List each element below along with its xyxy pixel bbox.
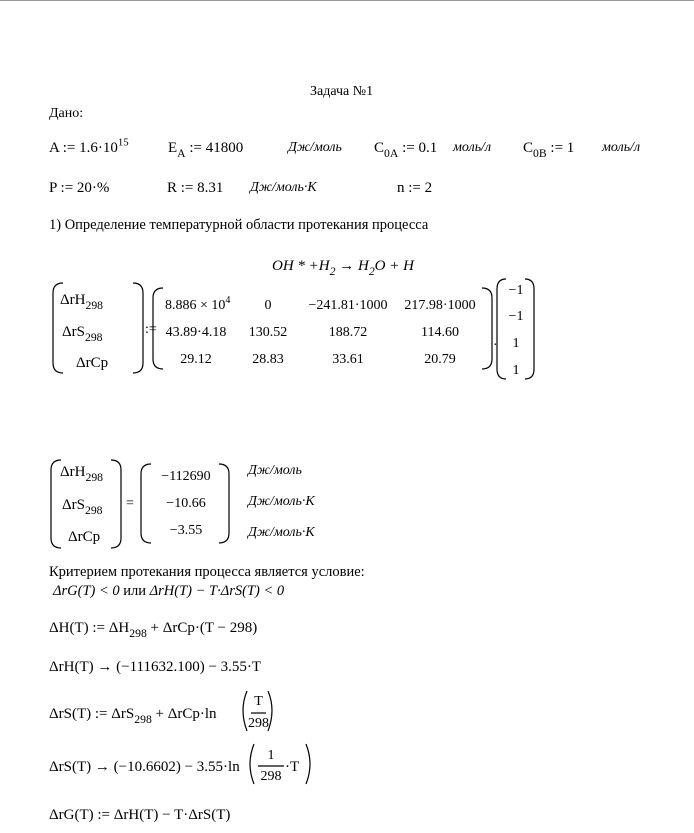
ds-fraction-num: T: [254, 694, 263, 709]
coef-3: 1: [512, 336, 520, 351]
reaction-equation: OH * $+H_2 \to H_2O + H$: [272, 258, 414, 278]
given-ea-unit: Дж/моль: [288, 140, 342, 155]
matrix-r2-c1: 43.89·4.18: [165, 325, 227, 340]
given-a: A := $1.6\cdot 10^{15}$: [49, 136, 129, 156]
result-value-dcp: −3.55: [169, 523, 203, 538]
coef-4: 1: [512, 363, 520, 378]
matrix-r3-c2: 28.83: [252, 352, 284, 367]
multiply-dot: ·: [493, 338, 498, 353]
given-n: n := 2: [397, 180, 433, 196]
ds-result-fraction-num: 1: [267, 748, 275, 763]
matrix-r3-c3: 33.61: [332, 352, 364, 367]
result-lhs-ds298: ΔrS$_{298}$: [62, 497, 103, 517]
matrix-r2-c3: 188.72: [328, 325, 368, 340]
matrix-r1-c4: 217.98·1000: [404, 298, 476, 313]
criterion-text: Критерием протекания процесса является условие:: [49, 564, 365, 580]
given-ea: $E_A$ := 41800: [168, 140, 244, 160]
ds-result-fraction-den: 298: [260, 769, 282, 784]
matrix-r2-c4: 114.60: [421, 325, 459, 340]
coef-1: −1: [508, 283, 524, 298]
matrix-r1-c1: $8.886 \times 10^4$: [165, 294, 231, 313]
assign-operator: :=: [145, 322, 157, 337]
matrix-r1-c2: 0: [264, 298, 272, 313]
result-unit-dh: Дж/моль: [248, 463, 302, 478]
matrix-r3-c4: 20.79: [424, 352, 456, 367]
given-p: P := 20·%: [49, 180, 110, 196]
equals-operator: =: [126, 496, 134, 511]
lhs-dh298: ΔrH$_{298}$: [60, 292, 104, 312]
matrix-r3-c1: 29.12: [180, 352, 212, 367]
eq-dg-definition: ΔrG(T) := ΔrH(T) − T·ΔrS(T): [49, 807, 231, 823]
given-c0b: $C_{0B}$ := 1: [523, 140, 575, 160]
eq-ds-definition: ΔrS(T) := ΔrS$_{298}$ + ΔrCp·ln: [49, 706, 217, 726]
result-unit-ds: Дж/моль·K: [248, 494, 315, 509]
result-unit-dcp: Дж/моль·K: [248, 525, 315, 540]
lhs-dcp: ΔrCp: [76, 355, 109, 371]
given-r: R := 8.31: [167, 180, 224, 196]
result-lhs-dh298: ΔrH$_{298}$: [60, 464, 104, 484]
task-title: Задача №1: [310, 84, 374, 99]
criterion-formula: ΔrG(T) < 0 или ΔrH(T) − T·ΔrS(T) < 0: [53, 583, 285, 599]
eq-dh-definition: ΔH(T) := $\Delta H_{298} + \Delta rCp\cdot(T - 298)$: [49, 620, 258, 640]
result-lhs-dcp: ΔrCp: [68, 529, 101, 545]
result-value-ds: −10.66: [166, 496, 206, 511]
lhs-ds298: ΔrS$_{298}$: [62, 324, 103, 344]
result-value-dh: −112690: [161, 469, 211, 484]
given-c0b-unit: моль/л: [602, 140, 641, 155]
section-heading: 1) Определение температурной области протекания процесса: [49, 217, 429, 233]
given-r-unit: Дж/моль·K: [250, 180, 317, 195]
matrix-r1-c3: −241.81·1000: [308, 298, 388, 313]
matrix-r2-c2: 130.52: [248, 325, 288, 340]
ds-fraction-den: 298: [248, 716, 269, 731]
coef-2: −1: [508, 309, 524, 324]
eq-ds-result-tail: ·T: [285, 759, 300, 775]
given-c0a-unit: моль/л: [453, 140, 492, 155]
given-label: Дано:: [49, 106, 84, 121]
eq-dh-result: ΔrH(T) → (−111632.100) − 3.55·T: [49, 659, 262, 675]
given-c0a: $C_{0A}$ := 0.1: [374, 140, 438, 160]
eq-ds-result: ΔrS(T) → (−10.6602) − 3.55·ln: [49, 759, 240, 775]
